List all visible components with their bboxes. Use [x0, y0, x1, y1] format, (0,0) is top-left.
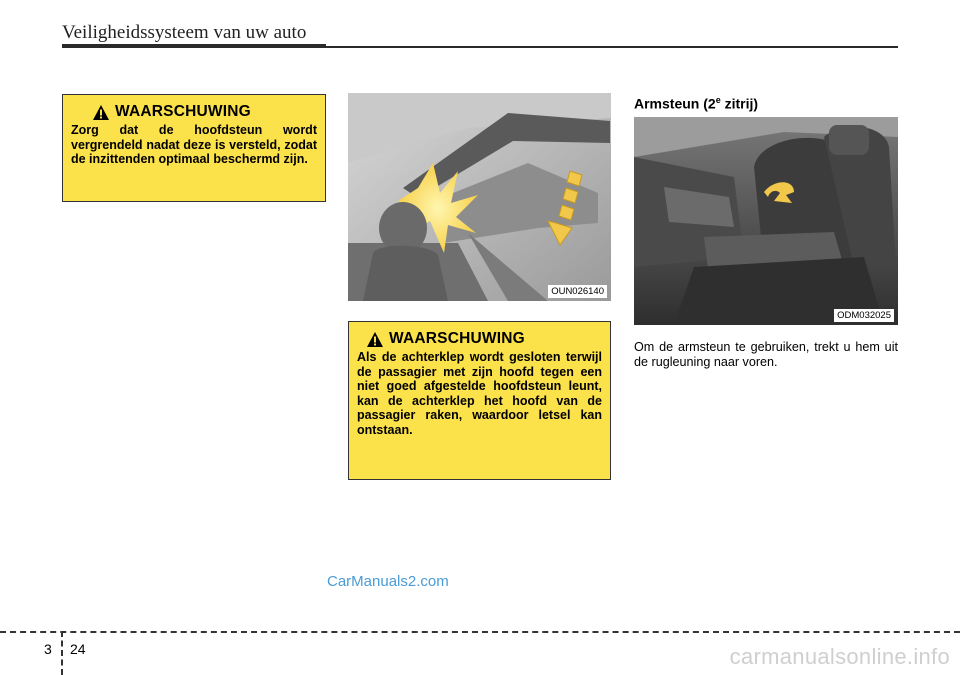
warning-header [71, 103, 317, 121]
warning-title: WAARSCHUWING [389, 330, 525, 347]
footer-vertical-rule [61, 631, 63, 675]
figure-code: OUN026140 [548, 285, 607, 298]
warning-box-headrest [62, 94, 326, 202]
heading-main: Armsteun (2 [634, 95, 716, 112]
page-header-title: Veiligheidssysteem van uw auto [62, 22, 307, 43]
warning-header [357, 330, 602, 348]
heading-end: zitrij) [720, 95, 759, 112]
section-heading-armrest [634, 95, 758, 112]
footer-rule [0, 631, 960, 633]
header-rule-thick [62, 44, 326, 48]
armrest-photo [634, 117, 898, 325]
warning-text: Als de achterklep wordt gesloten terwijl de passagier met zijn hoofd tegen een niet goed afgestelde hoofdsteun leunt, kan de achterklep het hoofd van de passagier raken, waardoor letsel kan ontstaan. [357, 350, 602, 437]
armrest-instruction: Om de armsteun te gebruiken, trekt u hem uit de rugleuning naar voren. [634, 340, 898, 369]
warning-icon [367, 332, 383, 347]
page-number: 24 [70, 641, 86, 657]
heading-sup: e [715, 95, 721, 105]
armrest-drawing [634, 117, 898, 325]
tailgate-drawing [348, 93, 611, 301]
warning-title: WAARSCHUWING [115, 103, 251, 120]
tailgate-illustration [348, 93, 611, 301]
warning-text: Zorg dat de hoofdsteun wordt vergrendeld nadat deze is versteld, zodat de inzittenden optimaal beschermd zijn. [71, 123, 317, 167]
footer-site-watermark: carmanualsonline.info [729, 644, 950, 669]
watermark-link[interactable]: CarManuals2.com [327, 573, 449, 590]
chapter-number: 3 [44, 641, 52, 657]
figure-code: ODM032025 [834, 309, 894, 322]
header-rule-thin [326, 46, 898, 48]
warning-box-tailgate [348, 321, 611, 480]
warning-icon [93, 105, 109, 120]
